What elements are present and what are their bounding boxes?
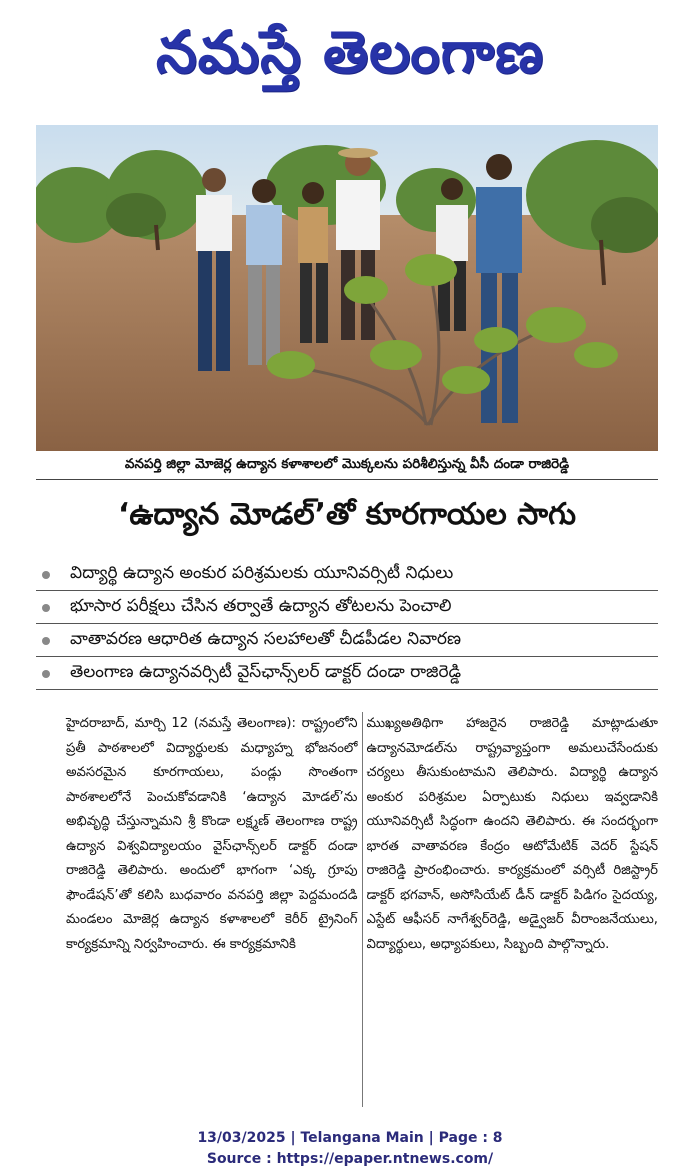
page-footer (0, 1128, 700, 1170)
article-column-left: హైదరాబాద్, మార్చి 12 (నమస్తే తెలంగాణ): రాష్ట్రంలోని ప్రతీ పాఠశాలలో విద్యార్థులకు మధ్యాహ్న భోజనంలో అవసరమైన కూరగాయలు, పండ్లు సొంతంగా పాఠశాలలోనే పెంచుకోవడానికి ‘ఉద్యాన మోడల్’ను అభివృద్ధి చేస్తున్నామని శ్రీ కొండా లక్ష్మణ్ తెలంగాణ రాష్ట్ర ఉద్యాన విశ్వవిద్యాలయం వైస్‌ఛాన్స్‌లర్ డాక్టర్ దండా రాజిరెడ్డి తెలిపారు. అందులో భాగంగా ‘ఎక్క గ్రూపు ఫౌండేషన్’తో కలిసి బుధవారం వనపర్తి జిల్లా పెద్దమందడి మండలం మోజెర్ల ఉద్యాన కళాశాలలో కెరీర్ ట్రైనింగ్ కార్యక్రమాన్ని నిర్వహించారు. ఈ కార్యక్రమానికి (62, 712, 363, 1107)
bullet-dot-icon (42, 604, 50, 612)
article-headline: ‘ఉద్యాన మోడల్’తో కూరగాయల సాగు (118, 497, 576, 532)
highlight-item: భూసార పరీక్షలు చేసిన తర్వాతే ఉద్యాన తోటలను పెంచాలి (36, 593, 658, 624)
edition-info: 13/03/2025 | Telangana Main | Page : 8 (197, 1130, 503, 1146)
article-column-right: ముఖ్యఅతిథిగా హాజరైన రాజిరెడ్డి మాట్లాడుతూ ఉద్యానమోడల్‌ను రాష్ట్రవ్యాప్తంగా అమలుచేసేందుకు చర్యలు తీసుకుంటామని తెలిపారు. విద్యార్థి ఉద్యాన అంకుర పరిశ్రమల ఏర్పాటుకు నిధులు ఇవ్వడానికి యూనివర్సిటీ సిద్ధంగా ఉందని తెలిపారు. ఈ సందర్భంగా భారత వాతావరణ కేంద్రం ఆటోమేటిక్ వెదర్ స్టేషన్ రాజిరెడ్డి ప్రారంభించారు. కార్యక్రమంలో వర్సిటీ రిజిస్ట్రార్ డాక్టర్ భగవాన్, అసోసియేట్ డీన్ డాక్టర్ పిడిగం సైదయ్య, ఎస్టేట్ ఆఫీసర్ నాగేశ్వర్‌రెడ్డి, అడ్వైజర్ వీరాంజనేయులు, విద్యార్థులు, అధ్యాపకులు, సిబ్బంది పాల్గొన్నారు. (366, 716, 658, 952)
masthead-title: నమస్తే తెలంగాణ (156, 17, 544, 86)
newspaper-masthead (0, 0, 700, 118)
bullet-dot-icon (42, 670, 50, 678)
highlight-item: తెలంగాణ ఉద్యానవర్సిటీ వైస్‌ఛాన్స్‌లర్ డాక్టర్ దండా రాజిరెడ్డి (36, 659, 658, 690)
bullet-dot-icon (42, 571, 50, 579)
orchard-photo-illustration (36, 125, 658, 451)
highlight-item: వాతావరణ ఆధారిత ఉద్యాన సలహాలతో చీడపీడల నివారణ (36, 626, 658, 657)
news-photo (36, 125, 658, 451)
highlights-list (36, 560, 658, 692)
highlight-item: విద్యార్థి ఉద్యాన అంకుర పరిశ్రమలకు యూనివర్సిటీ నిధులు (36, 560, 658, 591)
source-link: Source : https://epaper.ntnews.com/ (206, 1151, 494, 1167)
article-body (62, 712, 662, 1107)
bullet-dot-icon (42, 637, 50, 645)
photo-caption: వనపర్తి జిల్లా మోజెర్ల ఉద్యాన కళాశాలలో మొక్కలను పరిశీలిస్తున్న వీసీ దండా రాజిరెడ్డి (36, 451, 658, 480)
